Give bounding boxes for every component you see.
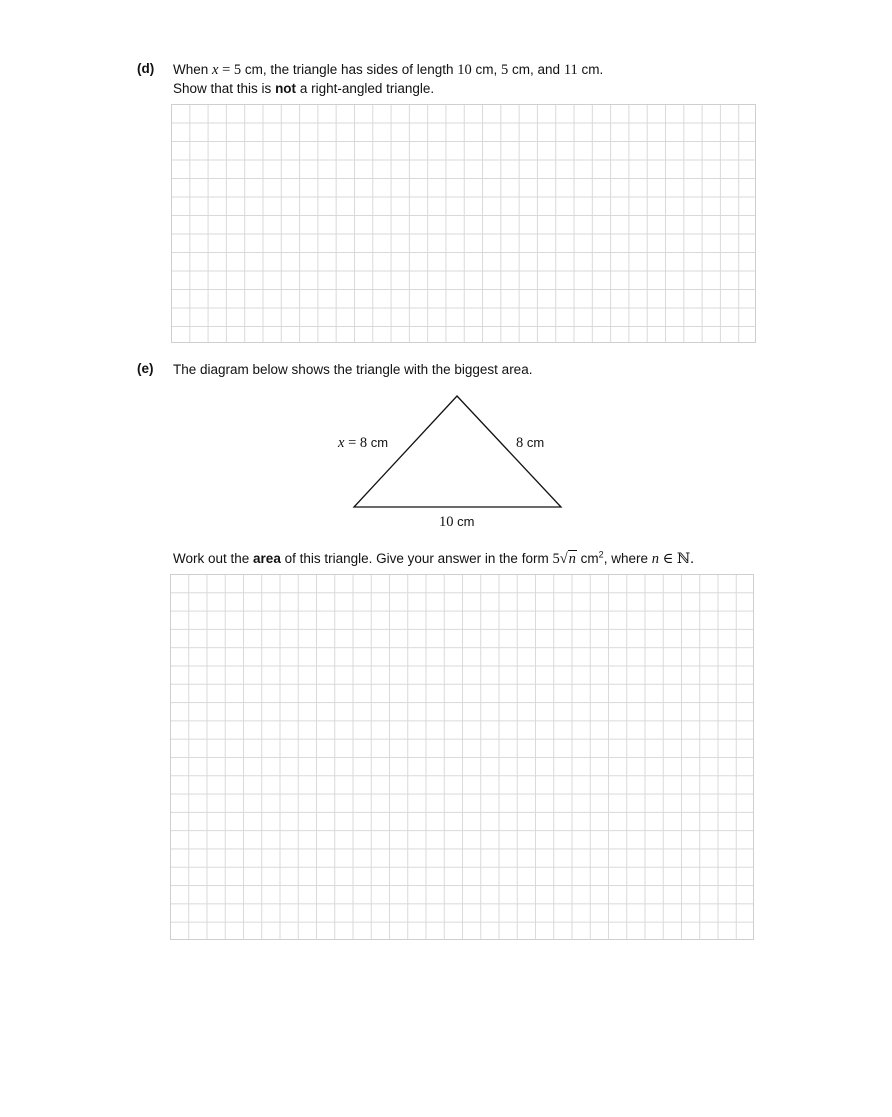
part-e-label: (e) [137, 361, 154, 376]
part-e-q-unit-sup: 2 [598, 549, 604, 560]
part-e-q-unit: cm [576, 551, 599, 566]
part-d-label: (d) [137, 61, 155, 76]
part-e-question [173, 549, 694, 569]
part-e-q-form: 5√n [552, 551, 576, 567]
triangle-left-side-label: x = 8 cm [338, 435, 389, 451]
part-d-line2-suffix: a right-angled triangle. [296, 81, 435, 96]
part-d-side1-unit: cm, [471, 62, 502, 77]
part-e-q-bold: area [253, 551, 281, 566]
part-d-question-line2 [173, 79, 434, 98]
part-d-question-line1 [173, 60, 603, 80]
part-e-q-mid: of this triangle. Give your answer in the form [280, 551, 553, 566]
part-d-line1-prefix: When [173, 62, 213, 77]
triangle-right-side-label: 8 cm [516, 435, 545, 451]
triangle-base-label: 10 cm [439, 514, 475, 530]
part-e-intro: The diagram below shows the triangle with the biggest area. [173, 362, 533, 377]
answer-grid-e[interactable] [170, 574, 754, 940]
part-d-line2-bold: not [275, 81, 297, 96]
part-d-line1-rest: cm, the triangle has sides of length [241, 62, 458, 77]
part-d-side2: 5 [501, 62, 509, 78]
part-d-line1-math: x = 5 [212, 62, 242, 78]
part-d-side3-unit: cm. [577, 62, 604, 77]
part-d-line2-prefix: Show that this is [173, 81, 276, 96]
part-e-q-prefix: Work out the [173, 551, 254, 566]
answer-grid-d[interactable] [171, 104, 756, 343]
part-e-q-where: , where [603, 551, 652, 566]
part-d-side3: 11 [563, 62, 578, 78]
part-d-side1: 10 [457, 62, 472, 78]
part-d-side2-unit: cm, and [508, 62, 564, 77]
part-e-q-set: n ∈ ℕ. [651, 551, 694, 567]
